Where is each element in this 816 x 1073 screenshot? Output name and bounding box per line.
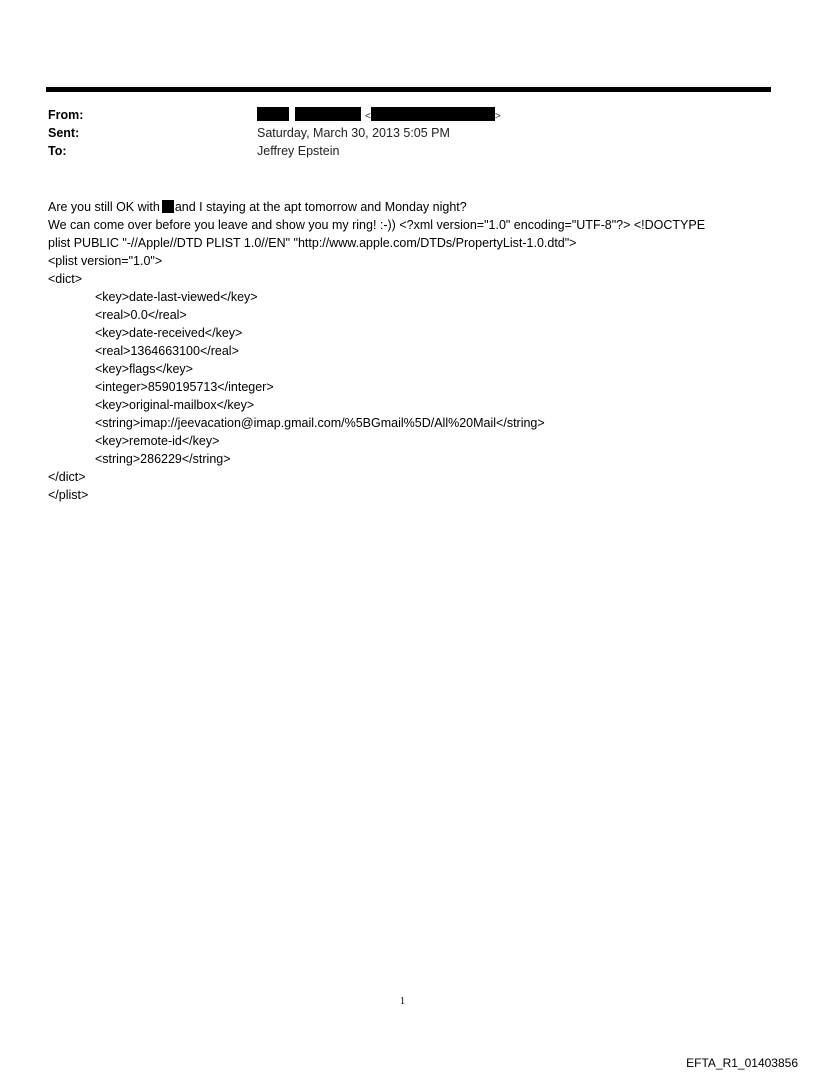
plist-line: <key>original-mailbox</key> xyxy=(95,398,255,412)
plist-line: <key>date-last-viewed</key> xyxy=(95,290,258,304)
redaction-block xyxy=(295,107,361,121)
redaction-block xyxy=(162,200,174,213)
sent-value: Saturday, March 30, 2013 5:05 PM xyxy=(257,126,450,140)
body-line: plist PUBLIC "-//Apple//DTD PLIST 1.0//EN" "http://www.apple.com/DTDs/PropertyList-1.0.dtd"> xyxy=(48,236,577,250)
body-line: <plist version="1.0"> xyxy=(48,254,163,268)
body-line: </plist> xyxy=(48,488,89,502)
body-line: </dict> xyxy=(48,470,86,484)
header-rule xyxy=(46,87,771,92)
sent-label: Sent: xyxy=(48,126,80,140)
body-text: and I staying at the apt tomorrow and Monday night? xyxy=(174,200,467,214)
message-body xyxy=(48,198,778,504)
body-line: We can come over before you leave and show you my ring! :-)) <?xml version="1.0" encoding="UTF-8"?> <!DOCTYPE xyxy=(48,218,706,232)
from-close-bracket: > xyxy=(494,111,501,122)
to-value: Jeffrey Epstein xyxy=(257,144,340,158)
redaction-block xyxy=(257,107,289,121)
plist-line: <real>0.0</real> xyxy=(95,308,187,322)
to-label: To: xyxy=(48,144,67,158)
plist-line: <string>286229</string> xyxy=(95,452,231,466)
body-text: Are you still OK with xyxy=(48,200,160,214)
from-value xyxy=(257,107,501,125)
plist-line: <key>flags</key> xyxy=(95,362,193,376)
plist-line: <key>date-received</key> xyxy=(95,326,243,340)
plist-line: <real>1364663100</real> xyxy=(95,344,239,358)
body-line xyxy=(48,198,778,216)
body-line: <dict> xyxy=(48,272,83,286)
redaction-block xyxy=(371,107,495,121)
page-number: 1 xyxy=(400,996,405,1007)
from-open-bracket: < xyxy=(364,111,371,122)
bates-number: EFTA_R1_01403856 xyxy=(686,1056,798,1070)
plist-line: <string>imap://jeevacation@imap.gmail.com/%5BGmail%5D/All%20Mail</string> xyxy=(95,416,545,430)
plist-line: <key>remote-id</key> xyxy=(95,434,220,448)
plist-line: <integer>8590195713</integer> xyxy=(95,380,274,394)
from-label: From: xyxy=(48,108,84,122)
